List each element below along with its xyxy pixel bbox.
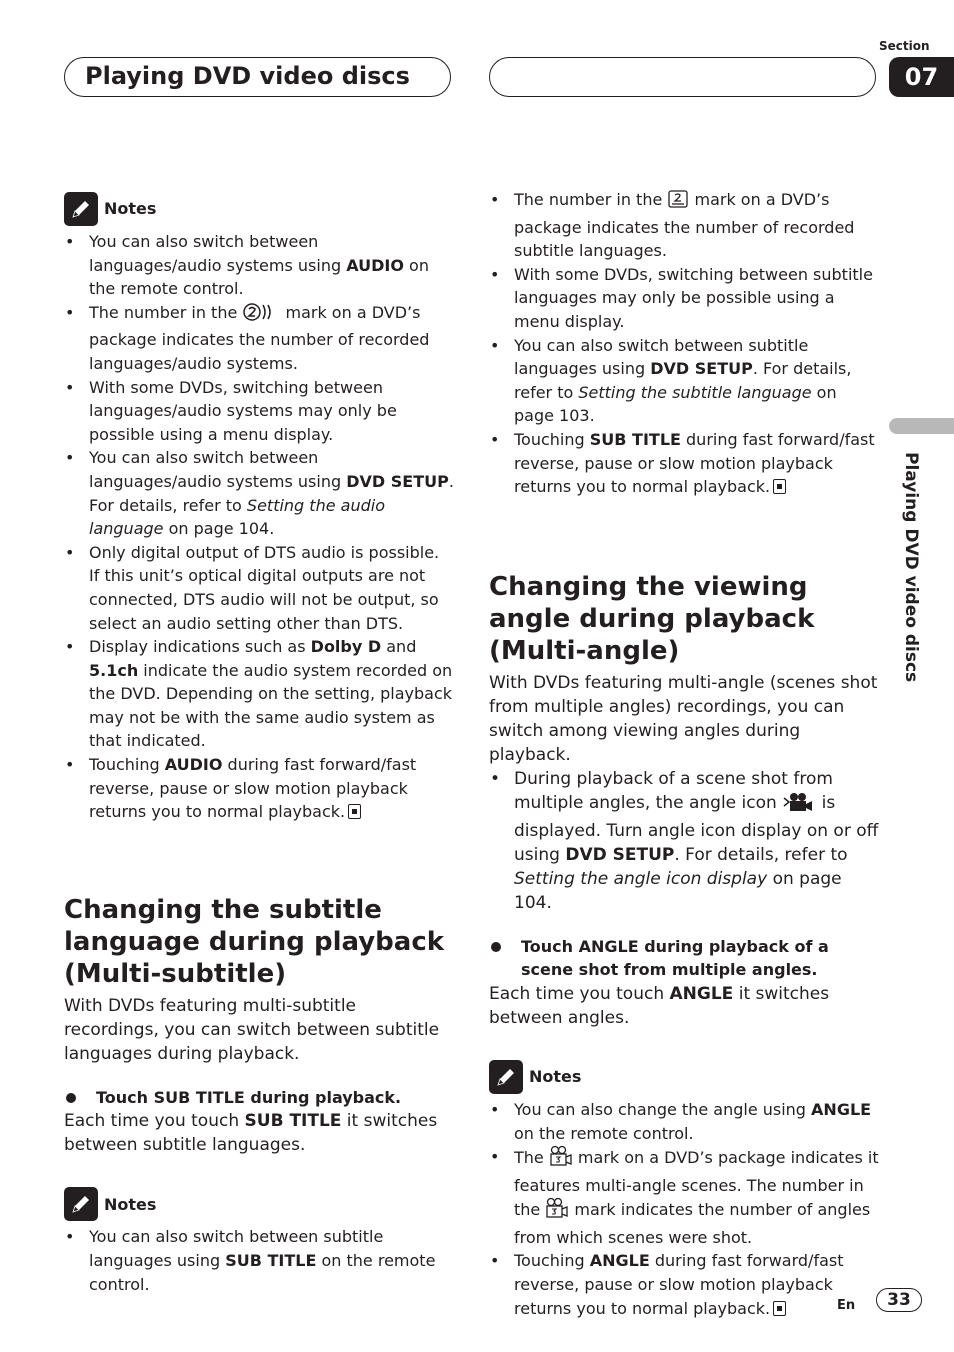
list-item: • You can also switch between subtitle languages using DVD SETUP. For details, refer to Setting the subtitle language on page 103. — [489, 334, 879, 428]
list-item: • Display indications such as Dolby D and 5.1ch indicate the audio system recorded on the DVD. Depending on the setting, playback may not be with the same audio system as that indicated. — [64, 635, 454, 753]
list-item: • The number in the mark on a DVD’s package indicates the number of recorded subtitle languages. — [489, 188, 879, 263]
step-instruction: Touch ANGLE during playback of a scene shot from multiple angles. — [489, 935, 879, 982]
bold-term: DVD SETUP — [565, 844, 675, 865]
bold-term: SUB TITLE — [244, 1111, 342, 1132]
notes-heading — [64, 192, 454, 226]
italic-reference: Setting the angle icon display — [514, 868, 768, 889]
step-instruction: Touch SUB TITLE during playback. — [64, 1086, 454, 1110]
list-item: • With some DVDs, switching between subtitle languages may only be possible using a menu display. — [489, 263, 879, 334]
subtitle-intro: With DVDs featuring multi-subtitle recordings, you can switch between subtitle languages during playback. — [64, 995, 440, 1064]
bold-term: DVD SETUP — [346, 471, 449, 491]
angle-mark-icon — [549, 1145, 573, 1174]
bold-term: ANGLE — [589, 1251, 650, 1271]
notes-heading — [64, 1187, 454, 1221]
section-heading-angle: Changing the viewing angle during playback (Multi-angle) — [489, 571, 815, 666]
bold-term: DVD SETUP — [650, 359, 753, 379]
end-mark-icon — [773, 1301, 786, 1316]
page-title: Playing DVD video discs — [85, 62, 410, 90]
list-item: • You can also switch between languages/audio systems using AUDIO on the remote control. — [64, 230, 454, 301]
step-body: Each time you touch ANGLE it switches between angles. — [489, 983, 830, 1028]
notes-title: Notes — [104, 199, 157, 219]
right-column — [489, 188, 879, 1320]
list-item: • With some DVDs, switching between languages/audio systems may only be possible using a menu display. — [64, 376, 454, 447]
notes-pencil-icon — [489, 1060, 523, 1094]
header-blank-pill — [489, 57, 876, 97]
bold-term: SUB TITLE — [589, 429, 681, 449]
side-tab-label: Playing DVD video discs — [901, 452, 921, 683]
notes-heading — [489, 1060, 879, 1094]
angle-bullet-list — [489, 767, 879, 915]
header-title-pill — [64, 57, 451, 97]
bold-term: SUB TITLE — [225, 1251, 317, 1271]
notes-pencil-icon — [64, 1187, 98, 1221]
list-item: • The mark on a DVD’s package indicates it features multi-angle scenes. The number in the mark indicates the number of angles from which scenes were shot. — [489, 1145, 879, 1249]
notes-list — [64, 230, 454, 824]
audio-languages-mark-icon — [242, 302, 280, 329]
list-item: • You can also change the angle using ANGLE on the remote control. — [489, 1098, 879, 1145]
left-column — [64, 192, 454, 1296]
section-number-badge: 07 — [889, 57, 954, 97]
page-number: 33 — [876, 1288, 922, 1312]
bold-term: 5.1ch — [89, 660, 139, 680]
end-mark-icon — [348, 804, 361, 819]
list-item: • Touching AUDIO during fast forward/fast reverse, pause or slow motion playback returns you to normal playback. — [64, 753, 454, 824]
side-tab-marker — [889, 418, 954, 434]
list-item: • Touching ANGLE during fast forward/fast reverse, pause or slow motion playback returns you to normal playback. — [489, 1249, 879, 1320]
list-item: • Only digital output of DTS audio is possible. If this unit’s optical digital outputs are not connected, DTS audio will not be output, so select an audio setting other than DTS. — [64, 541, 454, 635]
step-body: Each time you touch SUB TITLE it switches between subtitle languages. — [64, 1111, 438, 1156]
list-item: • You can also switch between subtitle languages using SUB TITLE on the remote control. — [64, 1225, 454, 1296]
section-label: Section — [879, 39, 930, 53]
list-item: • The number in the mark on a DVD’s package indicates the number of recorded languages/audio systems. — [64, 301, 454, 376]
notes-list-continued — [489, 188, 879, 499]
section-heading-subtitle: Changing the subtitle language during playback (Multi-subtitle) — [64, 894, 445, 989]
list-item: • Touching SUB TITLE during fast forward/fast reverse, pause or slow motion playback returns you to normal playback. — [489, 428, 879, 499]
language-code: En — [837, 1298, 856, 1313]
list-item: • During playback of a scene shot from multiple angles, the angle icon is displayed. Turn angle icon display on or off using DVD SETUP. For details, refer to Setting the angle icon display on page 104. — [489, 767, 879, 915]
list-item: • You can also switch between languages/audio systems using DVD SETUP. For details, refer to Setting the audio language on page 104. — [64, 446, 454, 540]
notes-pencil-icon — [64, 192, 98, 226]
end-mark-icon — [773, 479, 786, 494]
angle-mark-icon — [545, 1197, 569, 1226]
bold-term: AUDIO — [346, 255, 404, 275]
bold-term: ANGLE — [669, 983, 734, 1004]
angle-intro: With DVDs featuring multi-angle (scenes shot from multiple angles) recordings, you can switch among viewing angles during playback. — [489, 672, 878, 765]
bold-term: ANGLE — [811, 1099, 872, 1119]
notes-list — [489, 1098, 879, 1320]
angle-display-icon — [782, 792, 816, 819]
notes-title: Notes — [104, 1194, 157, 1214]
bold-term: AUDIO — [164, 755, 223, 775]
notes-list — [64, 1225, 454, 1296]
notes-title: Notes — [529, 1067, 582, 1087]
italic-reference: Setting the subtitle language — [578, 382, 812, 402]
subtitle-languages-mark-icon — [667, 189, 689, 216]
italic-reference: Setting the audio language — [89, 495, 385, 539]
bold-term: Dolby D — [310, 637, 382, 657]
